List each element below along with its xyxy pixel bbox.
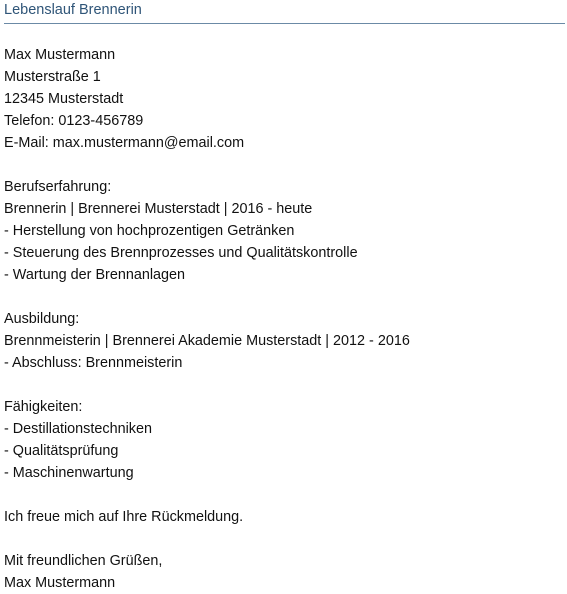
closing-greeting: Mit freundlichen Grüßen, [4,553,163,569]
contact-phone: Telefon: 0123-456789 [4,113,144,129]
contact-email: E-Mail: max.mustermann@email.com [4,135,245,151]
spacer [4,484,567,506]
skills-item: - Maschinenwartung [4,465,134,481]
closing-sentence: Ich freue mich auf Ihre Rückmeldung. [4,509,244,525]
education-heading: Ausbildung: [4,311,80,327]
experience-position: Brennerin | Brennerei Musterstadt | 2016 - heute [4,201,313,217]
education-entry: Brennmeisterin | Brennerei Akademie Musterstadt | 2012 - 2016 [4,333,410,349]
document-body [4,44,567,594]
skills-item: - Destillationstechniken [4,421,152,437]
spacer [4,374,567,396]
contact-street: Musterstraße 1 [4,69,101,85]
experience-item: - Wartung der Brennanlagen [4,267,186,283]
spacer [4,154,567,176]
contact-name: Max Mustermann [4,47,116,63]
education-item: - Abschluss: Brennmeisterin [4,355,183,371]
experience-item: - Herstellung von hochprozentigen Getränken [4,223,295,239]
contact-city: 12345 Musterstadt [4,91,124,107]
spacer [4,286,567,308]
document-title: Lebenslauf Brennerin [4,2,142,18]
signature-name: Max Mustermann [4,575,116,591]
experience-heading: Berufserfahrung: [4,179,112,195]
spacer [4,528,567,550]
skills-item: - Qualitätsprüfung [4,443,119,459]
skills-heading: Fähigkeiten: [4,399,83,415]
title-bar [4,0,565,24]
experience-item: - Steuerung des Brennprozesses und Qualitätskontrolle [4,245,358,261]
